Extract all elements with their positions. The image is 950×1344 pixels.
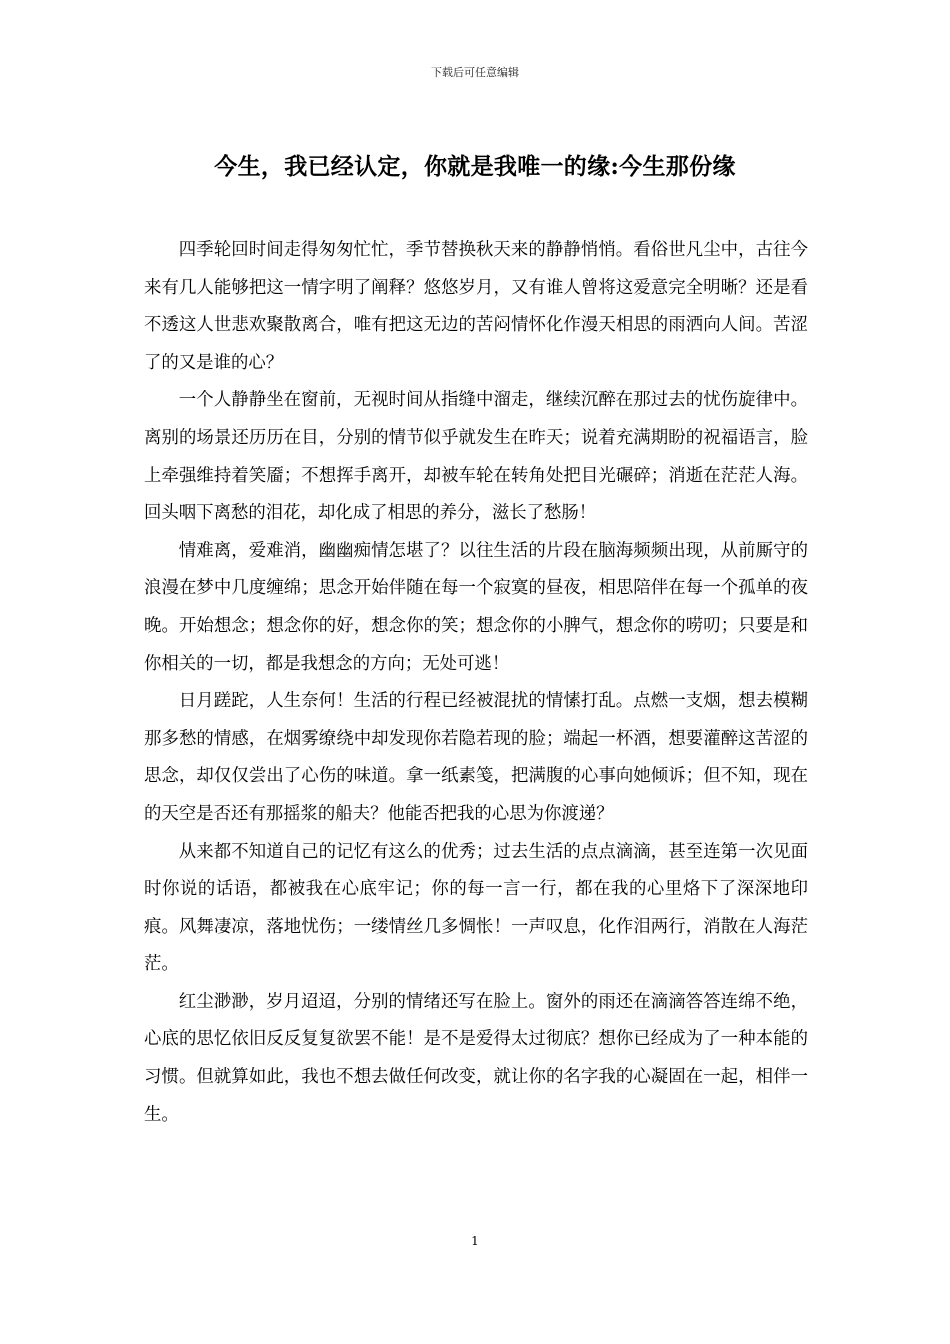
paragraph-3: 情难离，爱难消，幽幽痴情怎堪了？以往生活的片段在脑海频频出现，从前厮守的浪漫在梦中几度缠绵；思念开始伴随在每一个寂寞的昼夜，相思陪伴在每一个孤单的夜晚。开始想念；想念你的好，想念你的笑；想念你的小脾气，想念你的唠叨；只要是和你相关的一切，都是我想念的方向；无处可逃！ [144,540,808,674]
paragraph-5: 从来都不知道自己的记忆有这么的优秀；过去生活的点点滴滴，甚至连第一次见面时你说的话语，都被我在心底牢记；你的每一言一行，都在我的心里烙下了深深地印痕。风舞凄凉，落地忧伤；一缕情丝几多惆怅！一声叹息，化作泪两行，消散在人海茫茫。 [144,841,808,975]
page-number: 1 [471,1234,479,1248]
paragraph-6: 红尘渺渺，岁月迢迢，分别的情绪还写在脸上。窗外的雨还在滴滴答答连绵不绝，心底的思忆依旧反反复复欲罢不能！是不是爱得太过彻底？想你已经成为了一种本能的习惯。但就算如此，我也不想去做任何改变，就让你的名字我的心凝固在一起，相伴一生。 [144,991,808,1125]
paragraph-4: 日月蹉跎，人生奈何！生活的行程已经被混扰的情愫打乱。点燃一支烟，想去模糊那多愁的情感，在烟雾缭绕中却发现你若隐若现的脸；端起一杯酒，想要灌醉这苦涩的思念，却仅仅尝出了心伤的味道。拿一纸素笺，把满腹的心事向她倾诉；但不知，现在的天空是否还有那摇浆的船夫？他能否把我的心思为你渡递？ [144,691,808,824]
page-header: 下载后可任意编辑 [431,66,519,79]
document-title: 今生，我已经认定，你就是我唯一的缘:今生那份缘 [214,153,736,180]
document-body [144,232,808,1134]
paragraph-2: 一个人静静坐在窗前，无视时间从指缝中溜走，继续沉醉在那过去的忧伤旋律中。离别的场景还历历在目，分别的情节似乎就发生在昨天；说着充满期盼的祝福语言，脸上牵强维持着笑靥；不想挥手离开，却被车轮在转角处把目光碾碎；消逝在茫茫人海。回头咽下离愁的泪花，却化成了相思的养分，滋长了愁肠！ [144,390,808,524]
paragraph-1: 四季轮回时间走得匆匆忙忙，季节替换秋天来的静静悄悄。看俗世凡尘中，古往今来有几人能够把这一情字明了阐释？悠悠岁月，又有谁人曾将这爱意完全明晰？还是看不透这人世悲欢聚散离合，唯有把这无边的苦闷情怀化作漫天相思的雨洒向人间。苦涩了的又是谁的心？ [144,240,808,373]
